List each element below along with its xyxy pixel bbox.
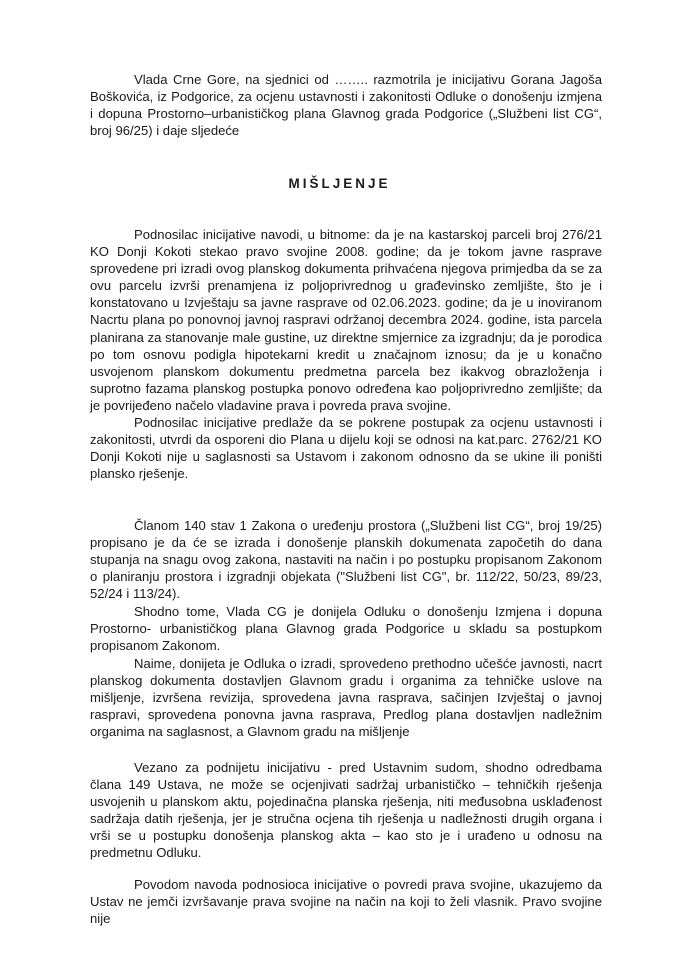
paragraph-3: Članom 140 stav 1 Zakona o uređenju prostora („Službeni list CG“, broj 19/25) propisano je da će se izrada i donošenje planskih dokumenata započetih do dana stupanja na snagu ovog zakona, nastaviti na način i po postupku propisanom Zakonom o planiranju prostora i izgradnji objekata ("Službeni list CG", br. 112/22, 50/23, 89/23, 52/24 i 113/24). [90, 518, 602, 602]
intro-paragraph: Vlada Crne Gore, na sjednici od …….. razmotrila je inicijativu Gorana Jagoša Boškovića, iz Podgorice, za ocjenu ustavnosti i zakonitosti Odluke o donošenju izmjena i dopuna Prostorno–urbanističkog plana Glavnog grada Podgorice („Službeni list CG“, broj 96/25) i daje sljedeće [90, 72, 602, 139]
paragraph-1: Podnosilac inicijative navodi, u bitnome: da je na kastarskoj parceli broj 276/21 KO Donji Kokoti stekao pravo svojine 2008. godine; da je tokom javne rasprave sprovedene pri izradi ovog planskog dokumenta prihvaćena njegova primjedba da se za ovu parcelu izvrši prenamjena iz poljoprivrednog u građevinsko zemljište, što je i konstatovano u Izvještaju sa javne rasprave od 02.06.2023. godine; da je u inoviranom Nacrtu plana po ponovnoj javnoj raspravi održanoj decembra 2024. godine, ista parcela planirana za stanovanje male gustine, uz direktne smjernice za izgradnju; da je porodica po tom osnovu podigla hipotekarni kredit u značajnom iznosu; da je u konačno usvojenom planskom dokumentu predmetna parcela bez ikakvog obrazloženja i suprotno fazama planskog postupka ponovo određena kao poljoprivredno zemljište; da je povrijeđeno načelo vladavine prava i povreda prava svojine. [90, 227, 602, 413]
paragraph-2: Podnosilac inicijative predlaže da se pokrene postupak za ocjenu ustavnosti i zakonitosti, utvrdi da osporeni dio Plana u dijelu koji se odnosi na kat.parc. 2762/21 KO Donji Kokoti nije u saglasnosti sa Ustavom i zakonom odnosno da se ukine ili poništi plansko rješenje. [90, 415, 602, 482]
document-heading: MIŠLJENJE [288, 176, 391, 191]
paragraph-7: Povodom navoda podnosioca inicijative o povredi prava svojine, ukazujemo da Ustav ne jemči izvršavanje prava svojine na način na koji to želi vlasnik. Pravo svojine nije [90, 877, 602, 927]
paragraph-4: Shodno tome, Vlada CG je donijela Odluku o donošenju Izmjena i dopuna Prostorno- urbanističkog plana Glavnog grada Podgorice u skladu sa postupkom propisanom Zakonom. [90, 604, 602, 654]
paragraph-6: Vezano za podnijetu inicijativu - pred Ustavnim sudom, shodno odredbama člana 149 Ustava, ne može se ocjenjivati sadržaj urbanističko – tehničkih rješenja usvojenih u planskom aktu, pojedinačna planska rješenja, niti međusobna usklađenost sadržaja datih rješenja, jer je stručna ocjena tih rješenja u nadležnosti drugih organa i vrši se u postupku donošenja planskog akta – kao sto je i urađeno u odnosu na predmetnu Odluku. [90, 760, 602, 861]
paragraph-5: Naime, donijeta je Odluka o izradi, sprovedeno prethodno učešće javnosti, nacrt planskog dokumenta dostavljen Glavnom gradu i organima za tehničke uslove na mišljenje, izvršena revizija, sprovedena javna rasprava, sačinjen Izvještaj o javnoj raspravi, sprovedena ponovna javna rasprava, Predlog plana dostavljen nadležnim organima na saglasnost, a Glavnom gradu na mišljenje [90, 656, 602, 740]
